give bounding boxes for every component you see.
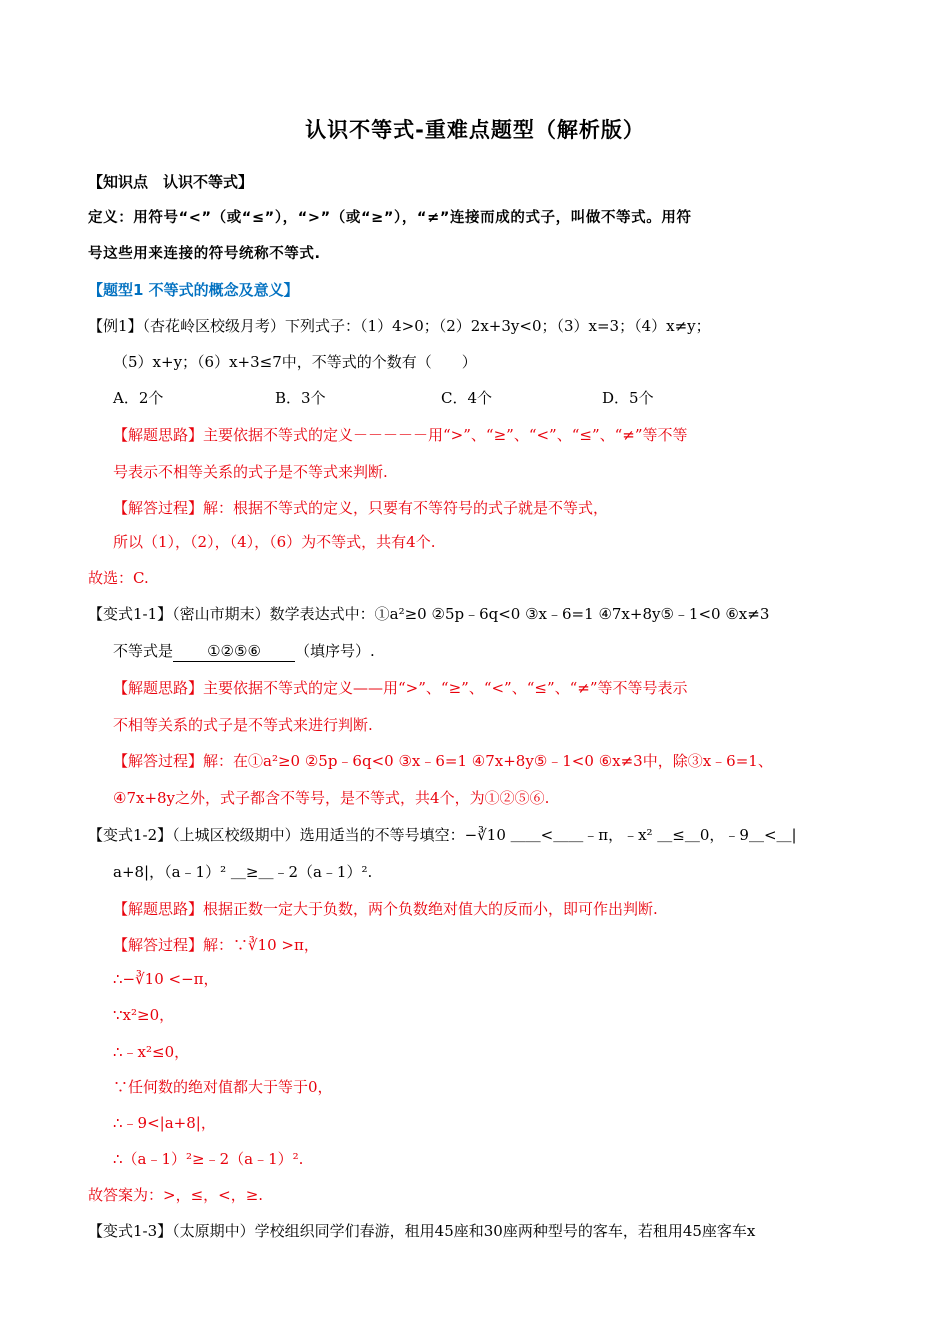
variant12-answer: 故答案为：>，≤，<，≥.	[88, 1186, 264, 1204]
variant12-step-6: ∴﹣9<|a+8|，	[113, 1114, 216, 1132]
example1-question-line-2: （5）x+y；（6）x+3≤7中，不等式的个数有（ ）	[113, 353, 477, 371]
variant12-thinking: 【解题思路】根据正数一定大于负数，两个负数绝对值大的反而小，即可作出判断.	[113, 900, 658, 918]
example1-answer: 故选：C.	[88, 569, 149, 587]
variant11-prefix: 不等式是	[113, 642, 174, 660]
page-title: 认识不等式-重难点题型（解析版）	[305, 118, 645, 142]
definition-line-2: 号这些用来连接的符号统称不等式.	[88, 246, 321, 262]
variant11-thinking-line-2: 不相等关系的式子是不等式来进行判断.	[113, 716, 373, 734]
variant11-answer-blank: ①②⑤⑥	[173, 641, 295, 662]
variant12-step-5: ∵任何数的绝对值都大于等于0，	[113, 1078, 333, 1096]
variant12-step-4: ∴﹣x²≤0，	[113, 1043, 190, 1061]
example1-question-line-1: 【例1】（杏花岭区校级月考）下列式子：（1）4>0；（2）2x+3y<0；（3）x=3；（4）x≠y；	[88, 317, 711, 335]
variant12-step-2: ∴−∛10 <−π，	[113, 970, 219, 988]
variant12-question-line-1: 【变式1-2】（上城区校级期中）选用适当的不等号填空：−∛10 ＿＿<＿＿﹣π，﹣x² ＿≤＿0，﹣9＿<＿|	[88, 826, 797, 844]
option-c: C．4个	[441, 389, 493, 407]
example1-thinking-line-1: 【解题思路】主要依据不等式的定义－－－－－用“>”、“≥”、“<”、“≤”、“≠”等不等	[113, 426, 688, 444]
option-d: D．5个	[602, 389, 654, 407]
variant11-process-line-2: ④7x+8y之外，式子都含不等号，是不等式，共4个，为①②⑤⑥.	[113, 789, 550, 807]
variant12-step-3: ∵x²≥0，	[113, 1006, 175, 1024]
option-b: B．3个	[275, 389, 326, 407]
example1-thinking-line-2: 号表示不相等关系的式子是不等式来判断.	[113, 463, 388, 481]
option-a: A．2个	[113, 389, 164, 407]
example1-process-line-2: 所以（1），（2），（4），（6）为不等式，共有4个.	[113, 533, 436, 551]
example1-process-line-1: 【解答过程】解：根据不等式的定义，只要有不等符号的式子就是不等式，	[113, 499, 609, 517]
definition-line-1: 定义：用符号“<”（或“≤”），“>”（或“≥”），“≠”连接而成的式子，叫做不等式。用符	[88, 210, 692, 226]
variant13-question-line-1: 【变式1-3】（太原期中）学校组织同学们春游，租用45座和30座两种型号的客车，若租用45座客车x	[88, 1222, 756, 1240]
variant12-question-line-2: a+8|，（a﹣1）² ＿≥＿﹣2（a﹣1）².	[113, 863, 373, 881]
topic-heading-1: 【题型1 不等式的概念及意义】	[88, 281, 299, 299]
variant11-thinking-line-1: 【解题思路】主要依据不等式的定义——用“>”、“≥”、“<”、“≤”、“≠”等不等号表示	[113, 679, 688, 697]
variant11-question-line-2	[113, 641, 375, 662]
variant12-step-7: ∴（a﹣1）²≥﹣2（a﹣1）².	[113, 1150, 304, 1168]
variant11-suffix: （填序号）.	[295, 642, 375, 660]
variant11-question-line-1: 【变式1-1】（密山市期末）数学表达式中：①a²≥0 ②5p﹣6q<0 ③x﹣6=1 ④7x+8y⑤﹣1<0 ⑥x≠3	[88, 605, 770, 623]
section-heading: 【知识点 认识不等式】	[88, 173, 254, 191]
variant11-process-line-1: 【解答过程】解：在①a²≥0 ②5p﹣6q<0 ③x﹣6=1 ④7x+8y⑤﹣1<0 ⑥x≠3中，除③x﹣6=1、	[113, 752, 773, 770]
variant12-step-1: 【解答过程】解：∵∛10 >π，	[113, 936, 319, 954]
